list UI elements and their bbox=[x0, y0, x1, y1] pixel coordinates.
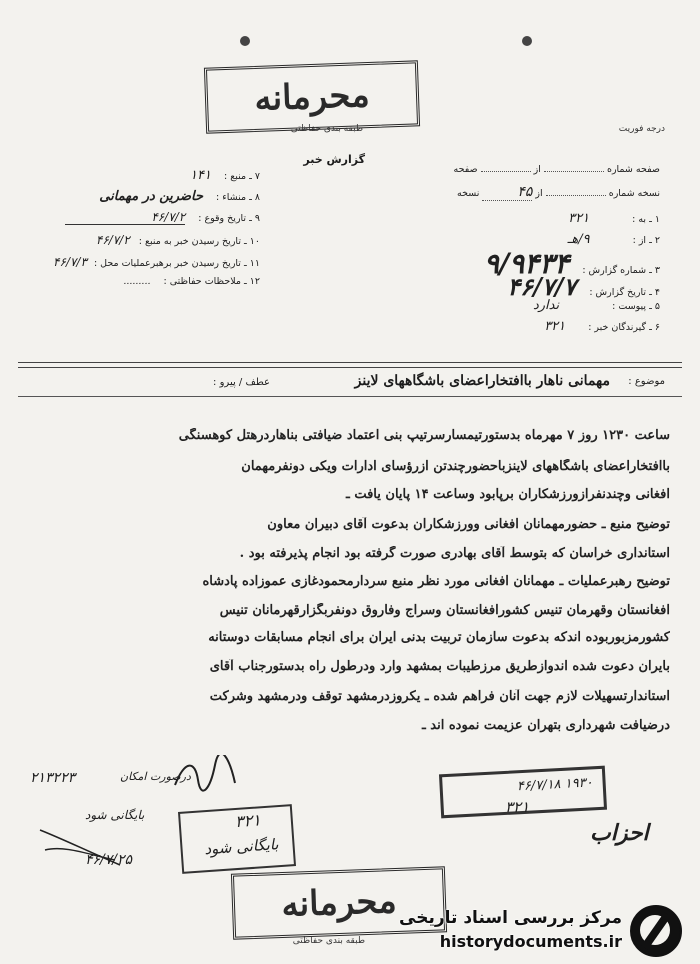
field-label: ۳ ـ شماره گزارش : bbox=[582, 265, 660, 276]
confidential-stamp-bottom: محرمانه bbox=[231, 866, 447, 939]
field-value: ۴۶/۷/۲ bbox=[95, 233, 130, 247]
watermark-url: historydocuments.ir bbox=[439, 932, 622, 951]
body-line: افغانستان وقهرمان تنیس کشورافغانستان وسراج وفاروق دونفربگزارقهرمانان تنیس bbox=[219, 603, 670, 618]
field-value: ۱۴۱ bbox=[189, 168, 211, 183]
field-label: ۱۲ ـ ملاحظات حفاظتی : bbox=[163, 276, 260, 287]
field-mid: از bbox=[535, 188, 543, 199]
to-field bbox=[409, 211, 660, 226]
ops-received-date-field bbox=[27, 255, 260, 269]
subject-text: مهمانی ناهار باافتخاراعضای باشگاههای لاینز bbox=[354, 373, 610, 389]
field-value: ......... bbox=[123, 276, 151, 287]
body-line: توضیح رهبرعملیات ـ مهمانان افغانی مورد نظر منبع سردارمحمودغازی عموزاده پادشاه bbox=[202, 574, 670, 589]
field-label: ۱۱ ـ تاریخ رسیدن خبر برهبرعملیات محل : bbox=[93, 258, 260, 269]
punch-hole bbox=[522, 36, 532, 46]
reference-label: عطف / پیرو : bbox=[213, 377, 270, 388]
punch-hole bbox=[240, 36, 250, 46]
field-label: ۲ ـ از : bbox=[632, 235, 660, 246]
field-tail: نسخه bbox=[457, 188, 480, 199]
field-label: ۷ ـ منبع : bbox=[223, 171, 260, 182]
field-value: ۳۲۱ bbox=[568, 211, 590, 226]
security-notes-field bbox=[61, 276, 261, 287]
field-value: ۹/هـ bbox=[567, 232, 590, 247]
source-field bbox=[121, 168, 260, 183]
body-line: استانداری خراسان که بتوسط آقای بهادری صورت گرفته بود انجام پذیرفته بود . bbox=[239, 546, 670, 561]
field-label: ۶ ـ گیرندگان خبر : bbox=[588, 322, 660, 333]
body-line: استاندارتسهیلات لازم جهت آنان فراهم شده ـ یکروزدرمشهد توقف ودرمشهد وشرکت bbox=[209, 689, 670, 704]
field-mid-value: ۴۵ bbox=[482, 184, 532, 201]
recipients-field bbox=[415, 319, 660, 334]
occurrence-date-field bbox=[65, 210, 260, 225]
body-line: باافتخاراعضای باشگاههای لاینزباحضورچندتن ازرؤسای ادارات ویکی دونفرمهمان bbox=[241, 459, 670, 474]
field-label: نسخه شماره bbox=[608, 188, 660, 199]
divider-top-2 bbox=[18, 367, 682, 368]
signature-scribble-2 bbox=[35, 820, 125, 870]
body-line: درضیافت شهرداری بتهران عزیمت نموده اند ـ bbox=[421, 718, 670, 733]
handwritten-note: درصورت امکان bbox=[120, 770, 191, 783]
field-label: ۱۰ ـ تاریخ رسیدن خبر به منبع : bbox=[138, 236, 260, 247]
ahzab-note: احزاب bbox=[590, 820, 649, 846]
field-label: ۱ ـ به : bbox=[632, 214, 660, 225]
history-documents-logo-icon bbox=[630, 905, 682, 957]
field-value: ۴۶/۷/۳ bbox=[53, 255, 87, 269]
body-line: ساعت ۱۲۳۰ روز ۷ مهرماه بدستورتیمسارسرتیپ بنی اعتماد ضیافتی بناهاردرهتل کوهسنگی bbox=[178, 428, 670, 443]
priority-label: درجه فوریت bbox=[618, 124, 665, 134]
field-label: صفحه شماره bbox=[606, 164, 660, 175]
field-mid: از bbox=[533, 164, 541, 175]
classification-label-bottom: طبقه بندی حفاظتی bbox=[292, 936, 365, 946]
from-field bbox=[410, 232, 660, 247]
field-value bbox=[546, 195, 606, 196]
attachment-field bbox=[409, 298, 660, 313]
report-date-field bbox=[376, 272, 660, 301]
field-value: ۴۶/۷/۷ bbox=[507, 272, 577, 301]
field-value: ۴۶/۷/۲ bbox=[65, 210, 185, 225]
field-tail: صفحه bbox=[453, 164, 478, 175]
field-label: ۸ ـ منشاء : bbox=[216, 192, 260, 203]
field-value: ۹/۹۴۳۴ bbox=[483, 247, 570, 280]
report-title: گزارش خبر bbox=[303, 153, 365, 166]
field-value: حاضرین در مهمانی bbox=[99, 189, 204, 204]
body-line: توضیح منبع ـ حضورمهمانان افغانی وورزشکاران بدعوت آقای دبیران معاون bbox=[267, 517, 670, 532]
divider-top bbox=[18, 362, 682, 363]
box-stamp-number: ۳۲۱ bbox=[234, 810, 262, 832]
field-value bbox=[544, 171, 604, 172]
field-label: ۹ ـ تاریخ وقوع : bbox=[198, 213, 260, 224]
box-stamp-text: بایگانی شود bbox=[203, 835, 280, 859]
signature-scribble bbox=[170, 755, 240, 795]
copy-number-field bbox=[457, 184, 660, 201]
archive-box-stamp bbox=[178, 804, 296, 874]
classification-label-top: طبقه بندی حفاظتی bbox=[290, 124, 363, 134]
dated-stamp-number: ۳۲۱ bbox=[505, 798, 530, 816]
page-number-field bbox=[454, 164, 661, 175]
field-label: ۴ ـ تاریخ گزارش : bbox=[589, 287, 660, 298]
origin-field bbox=[43, 189, 260, 204]
field-value: ندارد bbox=[532, 298, 560, 313]
confidential-stamp-top: محرمانه bbox=[204, 60, 420, 133]
body-line: افغانی وچندنفرازورزشکاران برپابود وساعت ۱۴ پایان یافت ـ bbox=[345, 487, 670, 502]
source-received-date-field bbox=[60, 233, 260, 247]
body-line: کشورمزبوربوده اندکه بدعوت سازمان تربیت بدنی ایران برای انجام مسابقات دوستانه bbox=[208, 630, 670, 645]
handwritten-archive: بایگانی شود bbox=[85, 808, 145, 822]
field-value: ۳۲۱ bbox=[544, 319, 566, 334]
body-line: بایران دعوت شده اندوازطریق مرزطیبات بمشهد وارد ودرطول راه بدستورجناب آقای bbox=[209, 659, 670, 674]
subject-label: موضوع : bbox=[628, 376, 665, 387]
handwritten-number: ۲۱۳۲۲۳ bbox=[30, 770, 76, 786]
field-mid-value bbox=[481, 171, 531, 172]
watermark-title: مرکز بررسی اسناد تاریخی bbox=[399, 908, 622, 928]
dated-stamp-text: ۴۶/۷/۱۸ ۱۹۳۰ bbox=[516, 775, 594, 795]
field-label: ۵ ـ پیوست : bbox=[612, 301, 660, 312]
handwritten-date: ۴۶/۷/۲۵ bbox=[85, 852, 133, 868]
subject-underline bbox=[18, 396, 682, 397]
